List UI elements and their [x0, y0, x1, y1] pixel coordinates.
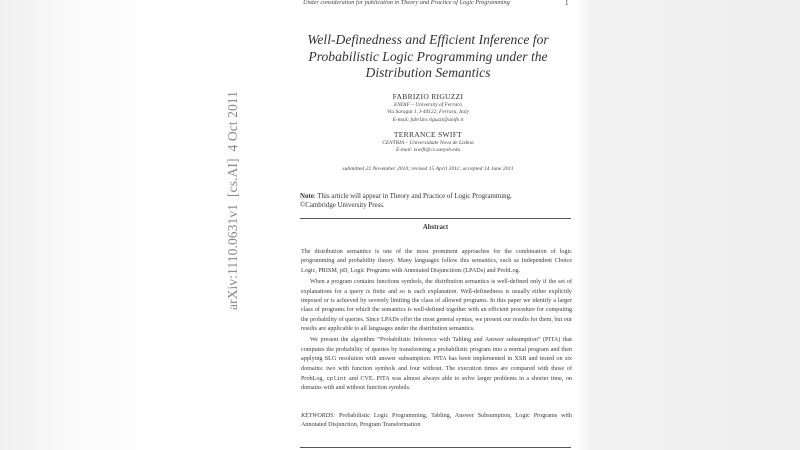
author-affiliation	[288, 140, 568, 155]
author-affiliation	[288, 102, 568, 124]
author-name: TERRANCE SWIFT	[393, 130, 463, 139]
abstract-paragraph	[301, 336, 572, 393]
page-number: 1	[565, 0, 569, 7]
abstract-text: and CVE. PITA was almost always able to solve larger problems in a shorter time, on domains with and without function symbols.	[301, 375, 572, 392]
abstract-body	[301, 248, 572, 396]
code-term: cplint	[326, 374, 347, 382]
affiliation-line: Via Saragat 1, I-44122, Ferrara, Italy	[387, 109, 469, 116]
divider	[300, 218, 571, 219]
affiliation-email: E-mail: tswift@cs.sunysb.edu	[395, 147, 461, 154]
affiliation-line: CENTRIA – Universidade Nova de Lisboa	[382, 140, 474, 146]
note-text: : This article will appear in Theory and Practice of Logic Programming,	[313, 193, 512, 200]
arxiv-stamp: arXiv:1110.0631v1 [cs.AI] 4 Oct 2011	[225, 90, 240, 310]
author-name: FABRIZIO RIGUZZI	[392, 92, 464, 101]
running-head: Under consideration for publication in Theory and Practice of Logic Programming	[303, 0, 510, 6]
copyright-text: ©Cambridge University Press.	[300, 202, 385, 210]
title-line: Well-Definedness and Efficient Inference for	[307, 32, 549, 47]
title-line: Distribution Semantics	[365, 65, 491, 80]
publication-note	[300, 192, 575, 211]
title-line: Probabilistic Logic Programming under the	[308, 48, 548, 64]
abstract-heading: Abstract	[422, 224, 449, 231]
affiliation-email: E-mail: fabrizio.riguzzi@unife.it	[392, 116, 464, 123]
keywords-text: Probabilistic Logic Programming, Tabling, Answer Subsumption, Logic Programs with Annotated Disjunction, Program Transformation	[301, 413, 572, 429]
keywords	[301, 412, 572, 431]
paper-page	[225, 0, 572, 450]
affiliation-line: ENDIF – University of Ferrara	[394, 102, 462, 108]
note-label: Note	[300, 193, 314, 200]
abstract-paragraph: The distribution semantics is one of the most prominent approaches for the combination of logic programming and probability theory. Many languages follow this semantics, such as Independent Choice Logic, PRISM, pD, Logic Programs with Annotated Disjunctions (LPADs) and ProbLog.	[301, 249, 572, 274]
divider	[300, 447, 571, 448]
abstract-text: We present the algorithm “Probabilistic Inference with Tabling and Answer subsumption” (PITA) that computes the probability of queries by transforming a probabilistic program into a normal program and then applying SLG resolution with answer subsumption. PITA has been implemented in XSB and tested on six domains: two with function symbols and four without. The execution times are compared with those of ProbLog,	[301, 337, 572, 382]
paper-title	[288, 32, 568, 82]
abstract-paragraph: When a program contains functions symbols, the distribution semantics is well-defined only if the set of explanations for a query is finite and so is each explanation. Well-definedness is usually either explicitly imposed or is achieved by severely limiting the class of allowed programs. In this paper we identify a larger class of programs for which the semantics is well-defined together with an efficient procedure for computing the probability of queries. Since LPADs offer the most general syntax, we present our results for them, but our results are applicable to all languages under the distribution semantics.	[301, 279, 572, 332]
submission-dates: submitted 22 November 2010; revised 15 April 2011; accepted 14 June 2011	[342, 166, 514, 172]
keywords-label: KEYWORDS:	[301, 413, 336, 419]
